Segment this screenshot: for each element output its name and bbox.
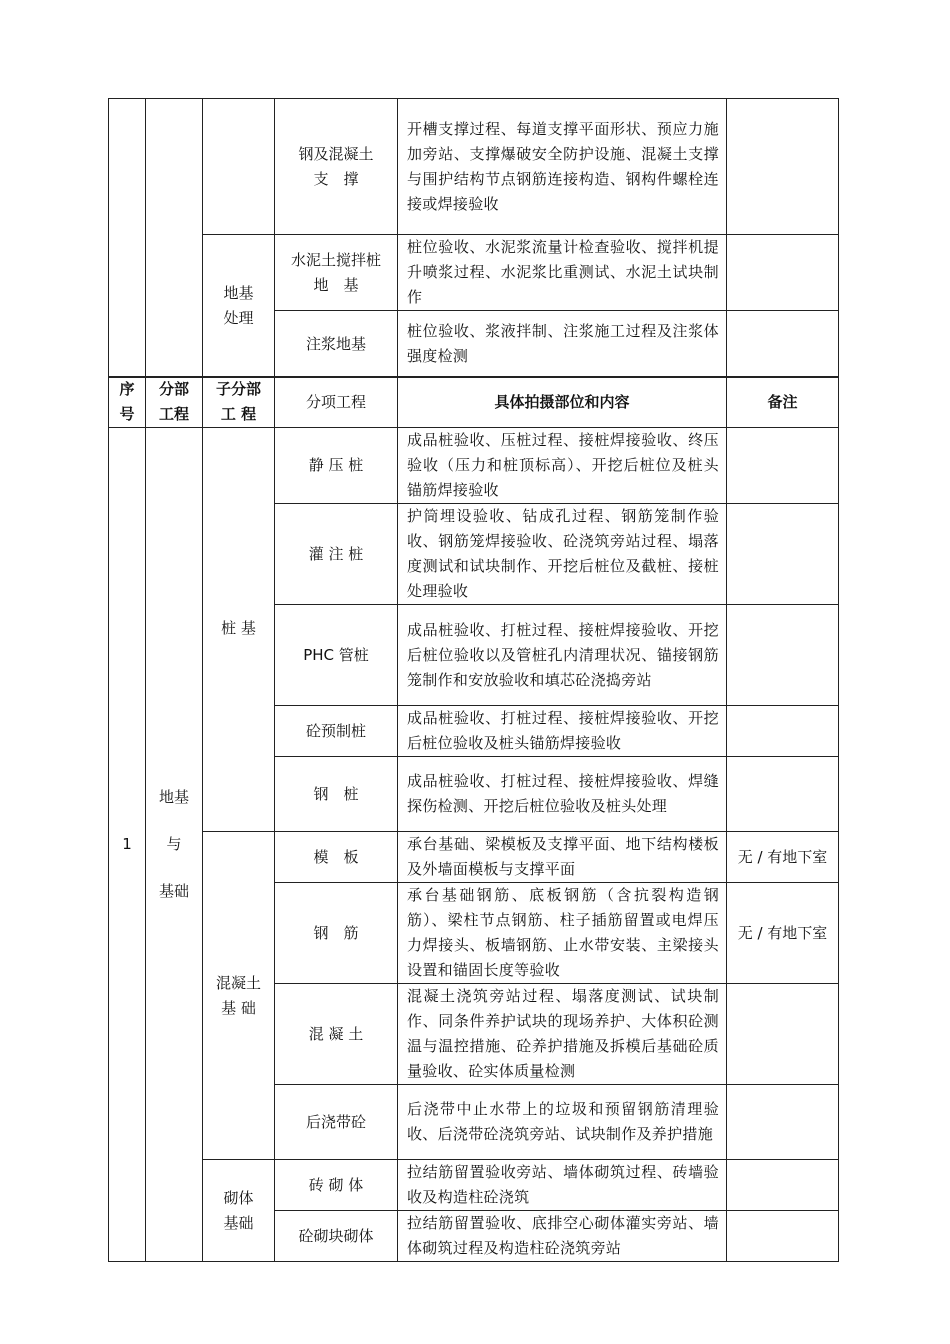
note-cell [727,311,839,378]
subitem-cell [275,99,398,235]
content-cell: 成品桩验收、压桩过程、接桩焊接验收、终压验收（压力和桩顶标高）、开挖后桩位及桩头锚筋焊接验收 [398,428,727,504]
subdivision-cell [203,235,275,378]
item-cell: 砖 砌 体 [275,1160,398,1211]
seq-cell: 1 [109,428,146,1262]
note-cell [727,984,839,1085]
item-cell: 模 板 [275,832,398,883]
header-division: 分部 工程 [146,377,203,428]
item-cell: 静 压 桩 [275,428,398,504]
item-cell: 混 凝 土 [275,984,398,1085]
item-cell: 灌 注 桩 [275,504,398,605]
header-subdivision: 子分部 工 程 [203,377,275,428]
content-cell: 拉结筋留置验收、底排空心砌体灌实旁站、墙体砌筑过程及构造柱砼浇筑旁站 [398,1211,727,1262]
table-row [109,235,839,311]
note-cell [727,504,839,605]
division-label: 地基 与 基础 [158,788,189,900]
table-row [109,428,839,504]
note-cell: 无 / 有地下室 [727,883,839,984]
subdivision-cell: 砌体 基础 [203,1160,275,1262]
subitem-label: 钢及混凝土 支 撑 [298,144,374,188]
subdivision-cell: 混凝土 基 础 [203,832,275,1160]
header-note: 备注 [727,377,839,428]
subitem-label: 水泥土搅拌桩 地 基 [290,250,381,294]
content-cell: 成品桩验收、打桩过程、接桩焊接验收、开挖后桩位验收以及管桩孔内清理状况、锚接钢筋笼制作和安放验收和填芯砼浇捣旁站 [398,605,727,706]
note-cell [727,605,839,706]
note-cell [727,428,839,504]
table-row [109,99,839,235]
subdivision-cell: 桩 基 [203,428,275,832]
note-cell [727,99,839,235]
item-cell: PHC 管桩 [275,605,398,706]
content-cell: 成品桩验收、打桩过程、接桩焊接验收、开挖后桩位验收及桩头锚筋焊接验收 [398,706,727,757]
subitem-cell: 注浆地基 [275,311,398,378]
header-seq: 序 号 [109,377,146,428]
table-row [109,832,839,883]
content-cell: 桩位验收、浆液拌制、注浆施工过程及注浆体强度检测 [398,311,727,378]
content-cell: 开槽支撑过程、每道支撑平面形状、预应力施加旁站、支撑爆破安全防护设施、混凝土支撑与围护结构节点钢筋连接构造、钢构件螺栓连接或焊接验收 [398,99,727,235]
item-cell: 砼砌块砌体 [275,1211,398,1262]
item-cell: 钢 桩 [275,757,398,832]
note-cell [727,1211,839,1262]
note-cell [727,1160,839,1211]
subdivision-label: 地基 处理 [223,284,254,327]
content-cell: 承台基础钢筋、底板钢筋（含抗裂构造钢筋）、梁柱节点钢筋、柱子插筋留置或电焊压力焊接头、板墙钢筋、止水带安装、主梁接头设置和锚固长度等验收 [398,883,727,984]
content-cell: 混凝土浇筑旁站过程、塌落度测试、试块制作、同条件养护试块的现场养护、大体积砼测温与温控措施、砼养护措施及拆模后基础砼质量验收、砼实体质量检测 [398,984,727,1085]
content-cell: 成品桩验收、打桩过程、接桩焊接验收、焊缝探伤检测、开挖后桩位验收及桩头处理 [398,757,727,832]
note-cell [727,1085,839,1160]
content-cell: 桩位验收、水泥浆流量计检查验收、搅拌机提升喷浆过程、水泥浆比重测试、水泥土试块制作 [398,235,727,311]
continuation-table [108,98,839,378]
note-cell [727,706,839,757]
content-cell: 后浇带中止水带上的垃圾和预留钢筋清理验收、后浇带砼浇筑旁站、试块制作及养护措施 [398,1085,727,1160]
content-cell: 拉结筋留置验收旁站、墙体砌筑过程、砖墙验收及构造柱砼浇筑 [398,1160,727,1211]
header-row [109,377,839,428]
header-content: 具体拍摄部位和内容 [398,377,727,428]
division-cell-empty [146,99,203,378]
subdivision-cell-empty [203,99,275,235]
subitem-cell [275,235,398,311]
content-cell: 护筒埋设验收、钻成孔过程、钢筋笼制作验收、钢筋笼焊接验收、砼浇筑旁站过程、塌落度测试和试块制作、开挖后桩位及截桩、接桩处理验收 [398,504,727,605]
header-item: 分项工程 [275,377,398,428]
content-cell: 承台基础、梁模板及支撑平面、地下结构楼板及外墙面模板与支撑平面 [398,832,727,883]
item-cell: 钢 筋 [275,883,398,984]
main-table [108,376,839,1262]
note-cell: 无 / 有地下室 [727,832,839,883]
note-cell [727,757,839,832]
table-row [109,1160,839,1211]
seq-cell-empty [109,99,146,378]
note-cell [727,235,839,311]
item-cell: 后浇带砼 [275,1085,398,1160]
item-cell: 砼预制桩 [275,706,398,757]
division-cell [146,428,203,1262]
